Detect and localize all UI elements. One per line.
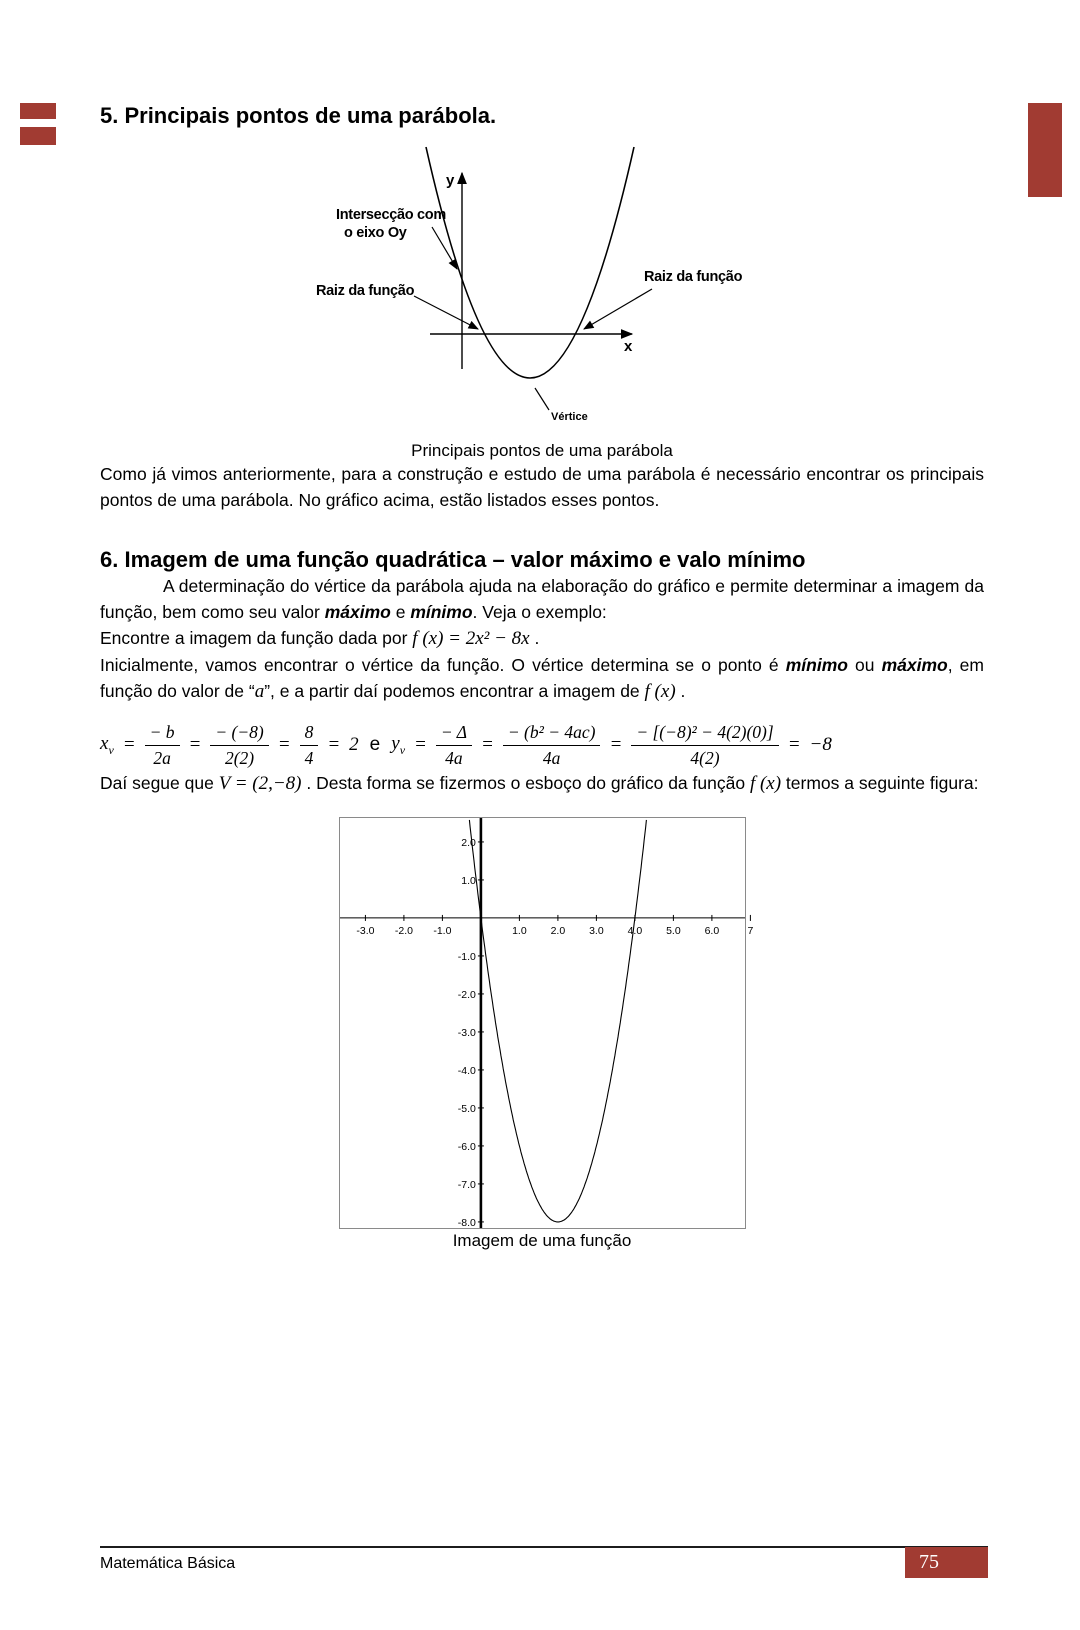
y-tick-label: -2.0 [457,988,476,1001]
parabola-curve [469,819,646,1221]
y-tick-label: 2.0 [460,836,476,849]
subscript-v: v [399,742,406,757]
function-graph-svg [340,818,753,1229]
text-run: Daí segue que [100,772,219,793]
y-tick-label: -4.0 [457,1064,476,1077]
text-run: ”, e a partir daí podemos encontrar a imagem de [264,681,645,701]
section5-paragraph: Como já vimos anteriormente, para a construção e estudo de uma parábola é necessário encontrar os principais pontos de uma parábola. No gráfico acima, estão listados esses pontos. [100,464,984,510]
text-run: Inicialmente, vamos encontrar o vértice da função. O vértice determina se o ponto é [100,655,786,675]
text-run: , em função do valor de “ [100,655,984,701]
section6-paragraph-2 [100,625,984,652]
function-image-figure [339,817,753,1229]
vertex-arrow [535,388,549,410]
vertex-calculation-formula [100,721,984,770]
figure1-caption: Principais pontos de uma parábola [411,441,673,460]
fraction [631,721,778,770]
numerator: − [(−8)² − 4(2)(0)] [631,721,778,746]
x-tick-label: 5.0 [665,924,681,937]
corner-decoration-top-left-1 [20,103,56,119]
section6-heading: 6. Imagem de uma função quadrática – valor máximo e valo mínimo [100,547,806,572]
y-tick-label: -6.0 [457,1140,476,1153]
numerator: − (−8) [210,721,268,746]
equals-sign: = [414,734,427,756]
parabola-diagram-svg [302,139,782,434]
text-run: termos a seguinte figura: [781,772,979,793]
root-right-label: Raiz da função [644,269,743,285]
var-y: y [391,732,400,754]
y-tick-label: -1.0 [457,950,476,963]
numerator: − (b² − 4ac) [503,721,601,746]
footer-divider [100,1546,988,1548]
page-content [0,103,1080,1251]
var-x: x [100,732,109,754]
intersection-arrow [432,227,457,269]
y-sub-v [391,733,405,758]
fraction [436,721,472,770]
denominator: 2a [153,747,171,768]
x-tick-label: -1.0 [432,924,451,937]
equals-sign: = [122,734,136,756]
inline-math-vertex: V = (2,−8) [218,772,302,794]
emphasis-minimo: mínimo [785,655,848,675]
emphasis-maximo: máximo [881,655,948,675]
section6-paragraph-1 [100,573,984,625]
y-axis-label: y [446,172,455,189]
fraction [145,721,180,770]
y-tick-label: -7.0 [457,1178,476,1191]
x-tick-label: 3.0 [588,924,604,937]
parabola-points-diagram [302,139,782,439]
fraction [300,721,319,770]
equals-sign: = [609,734,623,756]
denominator: 4a [542,747,561,768]
equals-sign: = [480,734,494,756]
text-run: A determinação do vértice da parábola ajuda na elaboração do gráfico e permite determinar a imagem da função, bem como seu valor [100,576,984,622]
x-tick-label: -3.0 [355,924,374,937]
figure2-caption: Imagem de uma função [452,1230,632,1250]
y-tick-label: 1.0 [460,874,476,887]
intersection-label-line2: o eixo Oy [344,225,407,241]
fraction [210,721,268,770]
page-number: 75 [919,1551,939,1573]
text-run: . [675,681,686,701]
corner-decoration-top-left-2 [20,127,56,145]
emphasis-maximo: máximo [324,602,391,622]
x-tick-label: 4.0 [627,924,642,937]
equals-sign: = [277,734,291,756]
subscript-v: v [108,742,114,757]
equals-sign: = [787,734,801,756]
intersection-label-line1: Intersecção com [336,207,446,223]
result-value: −8 [809,734,832,756]
corner-decoration-top-right [1028,103,1062,197]
emphasis-minimo: mínimo [410,602,473,622]
parabola-curve [426,147,634,378]
text-run: . Desta forma se fizermos o esboço do gráfico da função [301,772,750,793]
document-page [0,103,1080,1630]
inline-math-fx: f (x) [644,681,676,702]
numerator: − b [145,721,180,746]
x-tick-label: -2.0 [394,924,413,937]
x-tick-label: 6.0 [704,924,719,937]
denominator: 4(2) [690,747,720,768]
x-tick-label: 7 [746,924,753,937]
inline-math-a: a [254,681,265,702]
page-number-box [905,1547,988,1578]
section6-paragraph-4 [100,770,984,797]
vertex-label: Vértice [551,411,588,423]
text-run: . [529,628,540,648]
text-run: e [390,602,411,622]
x-sub-v [100,733,114,758]
section5-heading: 5. Principais pontos de uma parábola. [100,103,497,128]
text-run: . Veja o exemplo: [472,602,607,622]
section6-paragraph-3 [100,652,984,705]
graph-plot-area [339,817,753,1229]
numerator: 8 [300,721,319,746]
y-tick-label: -5.0 [457,1102,476,1115]
x-tick-label: 1.0 [511,924,527,937]
x-tick-label: 2.0 [550,924,565,937]
equals-sign: = [188,734,202,756]
equals-sign: = [327,734,341,756]
numerator: − Δ [436,721,472,746]
fraction [503,721,601,770]
inline-math-fx: f (x) [749,772,782,794]
inline-math-function: f (x) = 2x² − 8x [412,628,530,649]
footer-book-title: Matemática Básica [100,1555,236,1572]
y-tick-label: -3.0 [457,1026,476,1039]
text-run: Encontre a imagem da função dada por [100,628,413,648]
denominator: 4a [445,747,463,768]
y-tick-label: -8.0 [457,1216,476,1229]
text-run: ou [847,655,882,675]
denominator: 2(2) [224,747,255,768]
result-value: 2 [349,734,359,756]
x-axis-label: x [624,338,633,355]
root-left-arrow [414,296,478,329]
root-right-arrow [584,289,652,329]
conjunction-e: e [369,734,381,756]
root-left-label: Raiz da função [316,283,415,299]
denominator: 4 [304,747,314,768]
